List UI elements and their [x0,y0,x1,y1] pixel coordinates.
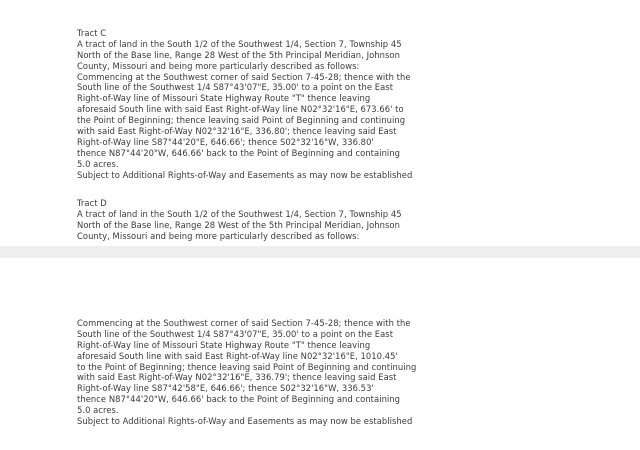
tract-c-line: Subject to Additional Rights-of-Way and Easements as may now be established [77,169,413,180]
tract-d-continuation-line: 5.0 acres. [77,405,119,416]
tract-c-line: aforesaid South line with said East Right-of-Way line N02°32'16"E, 673.66' to [77,104,404,115]
tract-d-section [77,198,577,242]
tract-c-line: with said East Right-of-Way N02°32'16"E, 336.80'; thence leaving said East [77,126,397,137]
tract-c-line: North of the Base line, Range 28 West of the 5th Principal Meridian, Johnson [77,49,400,60]
tract-d-line: North of the Base line, Range 28 West of the 5th Principal Meridian, Johnson [77,219,400,230]
tract-d-line: County, Missouri and being more particularly described as follows: [77,230,360,241]
tract-c-line: County, Missouri and being more particularly described as follows: [77,60,360,71]
tract-c-line: A tract of land in the South 1/2 of the Southwest 1/4, Section 7, Township 45 [77,38,402,49]
tract-c-line: Right-of-Way line S87°44'20"E, 646.66'; thence S02°32'16"W, 336.80' [77,136,374,147]
tract-d-continuation-line: to the Point of Beginning; thence leaving said Point of Beginning and continuing [77,361,417,372]
tract-d-continuation-line: Right-of-Way line of Missouri State Highway Route "T" thence leaving [77,339,371,350]
tract-c-line: Commencing at the Southwest corner of said Section 7-45-28; thence with the [77,71,411,82]
tract-d-title: Tract D [77,198,107,208]
tract-c-line: the Point of Beginning; thence leaving said Point of Beginning and continuing [77,115,406,126]
tract-d-continuation-line: Right-of-Way line S87°42'58"E, 646.66'; thence S02°32'16"W, 336.53' [77,383,374,394]
tract-d-continuation-line: aforesaid South line with said East Right-of-Way line N02°32'16"E, 1010.45' [77,350,398,361]
tract-c-title: Tract C [77,28,107,38]
tract-d-continuation [77,318,577,427]
tract-c-line: thence N87°44'20"W, 646.66' back to the Point of Beginning and containing [77,147,401,158]
tract-c-line: South line of the Southwest 1/4 S87°43'07"E, 35.00' to a point on the East [77,82,394,93]
page-separator [0,246,640,258]
tract-d-continuation-line: South line of the Southwest 1/4 S87°43'07"E, 35.00' to a point on the East [77,328,394,339]
tract-d-continuation-line: thence N87°44'20"W, 646.66' back to the Point of Beginning and containing [77,394,401,405]
tract-c-line: Right-of-Way line of Missouri State Highway Route "T" thence leaving [77,93,371,104]
tract-d-line: A tract of land in the South 1/2 of the Southwest 1/4, Section 7, Township 45 [77,208,402,219]
tract-d-continuation-line: Commencing at the Southwest corner of said Section 7-45-28; thence with the [77,318,411,328]
tract-d-continuation-line: with said East Right-of-Way N02°32'16"E, 336.79'; thence leaving said East [77,372,397,383]
document-page-2 [0,258,640,450]
tract-c-line: 5.0 acres. [77,158,119,169]
tract-c-section [77,28,577,180]
tract-d-continuation-line: Subject to Additional Rights-of-Way and Easements as may now be established [77,416,413,427]
